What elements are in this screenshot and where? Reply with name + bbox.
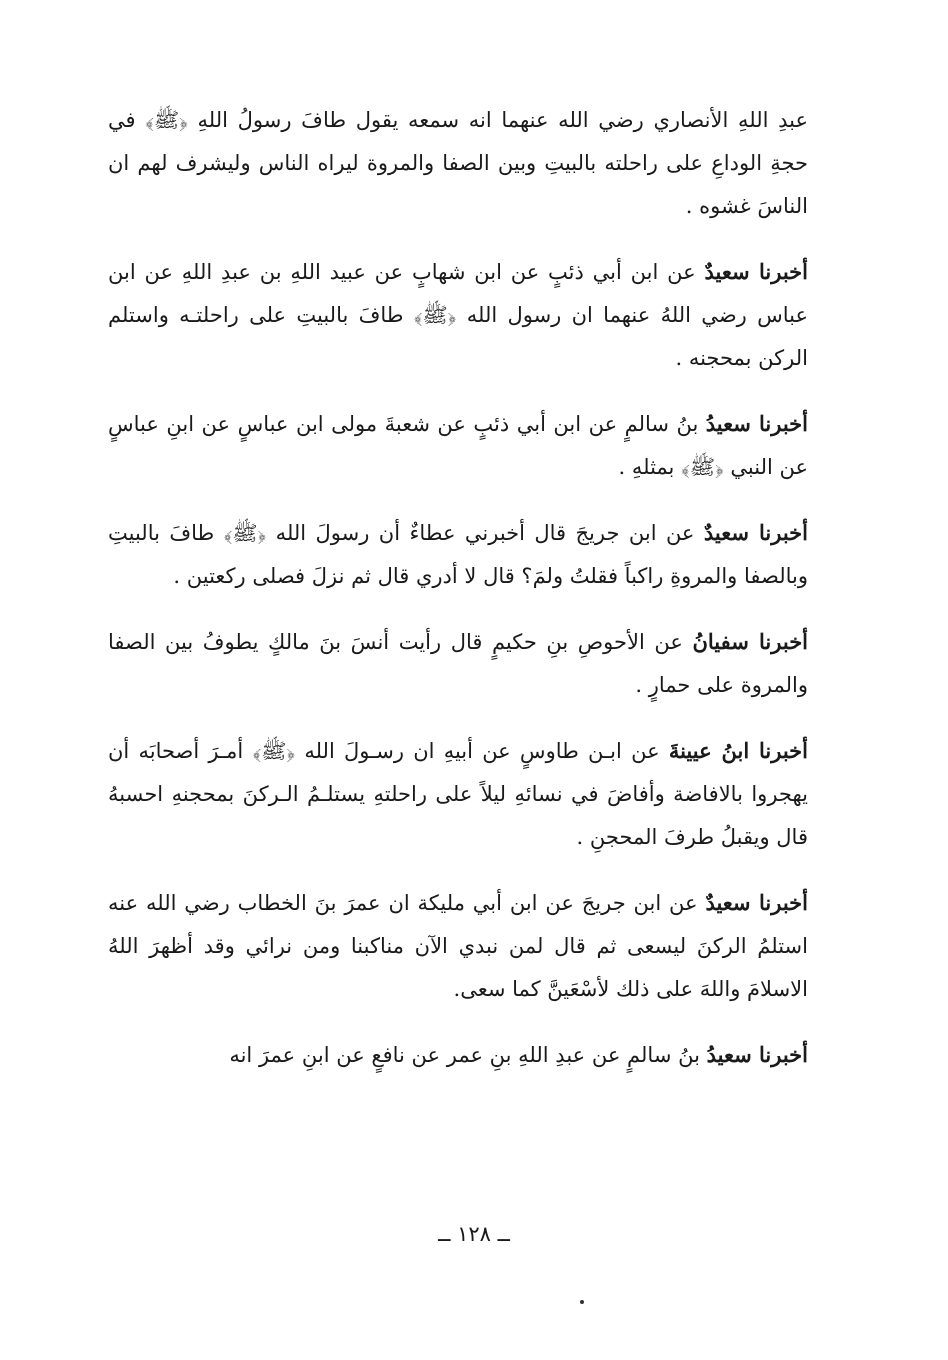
paragraph-text: عن ابن أبي ذئبٍ عن ابن شهابٍ عن عبيد اللهِ بن عبدِ اللهِ عن ابن عباس رضي اللهُ عنهما ان رسول الله ﴿ﷺ﴾ طافَ بالبيتِ على راحلتـه واستلم الركن بمحجنه . bbox=[108, 260, 808, 370]
paragraph-text: عن ابن جريجَ قال أخبرني عطاءٌ أن رسولَ الله ﴿ﷺ﴾ طافَ بالبيتِ وبالصفا والمروةِ راكباً فقلتُ ولمَ؟ قال لا أدري قال ثم نزلَ فصلى ركعتين . bbox=[108, 521, 808, 588]
paragraph-text: عن الأحوصِ بنِ حكيمٍ قال رأيت أنسَ بنَ مالكٍ يطوفُ بين الصفا والمروة على حمارٍ . bbox=[108, 630, 808, 697]
stray-mark bbox=[580, 1300, 584, 1304]
paragraph-text: بنُ سالمٍ عن عبدِ اللهِ بنِ عمر عن نافعٍ عن ابنِ عمرَ انه bbox=[229, 1043, 707, 1067]
narrator-lead: أخبرنا ابنُ عيينةَ bbox=[668, 738, 808, 763]
paragraph-7 bbox=[108, 881, 808, 1011]
paragraph-text: بنُ سالمٍ عن ابن أبي ذئبٍ عن شعبةَ مولى ابن عباسٍ عن ابنِ عباسٍ عن النبي ﴿ﷺ﴾ بمثلهِ . bbox=[108, 412, 808, 479]
paragraph-1 bbox=[108, 98, 808, 228]
narrator-lead: أخبرنا سعيدُ bbox=[706, 1042, 808, 1067]
paragraph-4 bbox=[108, 511, 808, 598]
narrator-lead: أخبرنا سعيدٌ bbox=[704, 259, 808, 284]
page-number: ــ ١٢٨ ــ bbox=[438, 1222, 510, 1246]
narrator-lead: أخبرنا سعيدٌ bbox=[705, 890, 808, 915]
narrator-lead: أخبرنا سعيدُ bbox=[705, 411, 808, 436]
paragraph-2 bbox=[108, 250, 808, 380]
paragraph-6 bbox=[108, 729, 808, 859]
paragraph-text: عن ابـن طاوسٍ عن أبيهِ ان رسـولَ الله ﴿ﷺ﴾ أمـرَ أصحابَه أن يهجروا بالافاضة وأفاضَ في نسائهِ ليلاً على راحلتهِ يستلـمُ الـركنَ بمحجنهِ احسبهُ قال ويقبلُ طرفَ المحجنِ . bbox=[108, 739, 808, 849]
narrator-lead: أخبرنا سعيدٌ bbox=[703, 520, 808, 545]
page-body bbox=[108, 98, 808, 1099]
paragraph-text: عبدِ اللهِ الأنصاري رضي الله عنهما انه سمعه يقول طافَ رسولُ اللهِ ﴿ﷺ﴾ في حجةِ الوداعِ على راحلته بالبيتِ وبين الصفا والمروة ليراه الناس وليشرف لهم ان الناسَ غشوه . bbox=[108, 108, 808, 218]
narrator-lead: أخبرنا سفيانُ bbox=[692, 629, 809, 654]
paragraph-5 bbox=[108, 620, 808, 707]
paragraph-8 bbox=[108, 1033, 808, 1077]
paragraph-text: عن ابن جريجَ عن ابن أبي مليكة ان عمرَ بنَ الخطاب رضي الله عنه استلمُ الركنَ ليسعى ثم قال لمن نبدي الآن مناكبنا ومن نرائي وقد أظهرَ اللهُ الاسلامَ واللهَ على ذلك لأسْعَينَّ كما سعى. bbox=[108, 891, 808, 1001]
paragraph-3 bbox=[108, 402, 808, 489]
